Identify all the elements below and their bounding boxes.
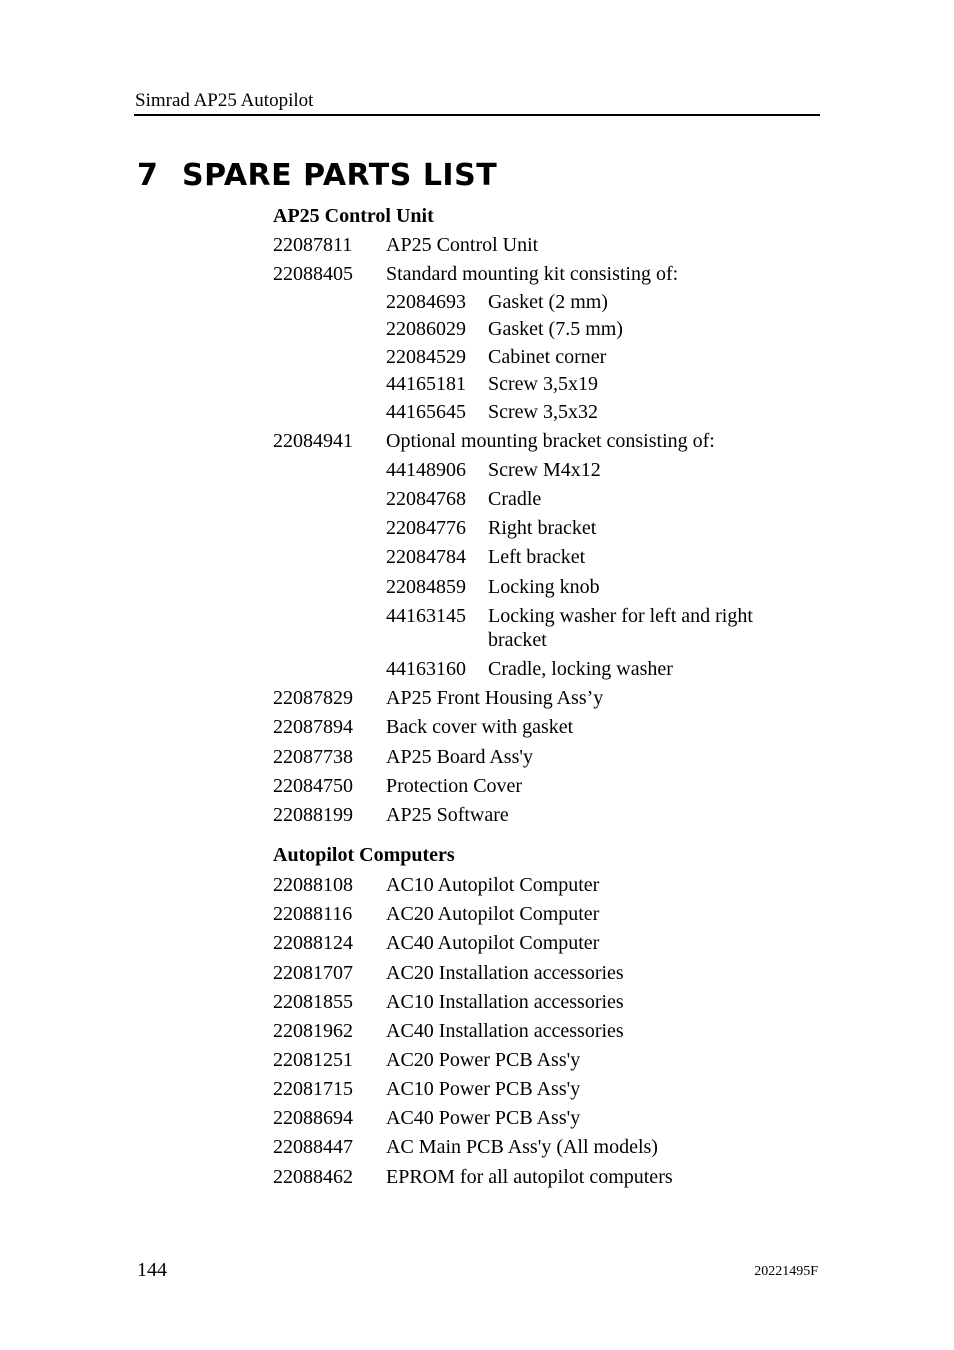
subpart-code: 22084768	[386, 488, 466, 510]
part-code: 22088405	[273, 263, 353, 285]
part-code: 22087738	[273, 746, 353, 768]
subpart-code: 44163160	[386, 658, 466, 680]
part-code: 22088108	[273, 874, 353, 896]
part-description: AC20 Installation accessories	[386, 962, 624, 984]
chapter-number: 7	[137, 158, 159, 193]
part-description: AC40 Autopilot Computer	[386, 932, 600, 954]
part-description: AC40 Installation accessories	[386, 1020, 624, 1042]
part-code: 22081962	[273, 1020, 353, 1042]
part-code: 22084941	[273, 430, 353, 452]
part-description: AP25 Software	[386, 804, 509, 826]
part-description: EPROM for all autopilot computers	[386, 1166, 673, 1188]
part-description: AC10 Installation accessories	[386, 991, 624, 1013]
part-code: 22088462	[273, 1166, 353, 1188]
part-code: 22081707	[273, 962, 353, 984]
section-heading-computers: Autopilot Computers	[273, 844, 455, 866]
part-description: Optional mounting bracket consisting of:	[386, 430, 715, 452]
part-description: AC40 Power PCB Ass'y	[386, 1107, 581, 1129]
part-description: AP25 Board Ass'y	[386, 746, 533, 768]
part-description: Protection Cover	[386, 775, 523, 797]
subpart-code: 22084693	[386, 291, 466, 313]
subpart-code: 22086029	[386, 318, 466, 340]
part-code: 22081715	[273, 1078, 353, 1100]
subpart-code: 22084784	[386, 546, 466, 568]
subpart-description: Screw 3,5x32	[488, 401, 598, 423]
part-code: 22087811	[273, 234, 353, 256]
part-code: 22081855	[273, 991, 353, 1013]
subpart-description: Right bracket	[488, 517, 597, 539]
part-code: 22087894	[273, 716, 353, 738]
part-description: Standard mounting kit consisting of:	[386, 263, 679, 285]
subpart-description: Cabinet corner	[488, 346, 607, 368]
subpart-description: Locking washer for left and right bracket	[488, 605, 753, 651]
subpart-code: 44163145	[386, 605, 466, 627]
subpart-code: 22084776	[386, 517, 466, 539]
page-number: 144	[137, 1259, 167, 1281]
subpart-description: Cradle, locking washer	[488, 658, 673, 680]
subpart-code: 22084859	[386, 576, 466, 598]
part-description: AC10 Autopilot Computer	[386, 874, 600, 896]
part-description: AP25 Control Unit	[386, 234, 539, 256]
subpart-description: Cradle	[488, 488, 542, 510]
subpart-code: 44148906	[386, 459, 466, 481]
part-code: 22088116	[273, 903, 353, 925]
part-description: AP25 Front Housing Ass’y	[386, 687, 604, 709]
part-description: AC Main PCB Ass'y (All models)	[386, 1136, 658, 1158]
subpart-description: Gasket (2 mm)	[488, 291, 608, 313]
part-description: AC20 Autopilot Computer	[386, 903, 600, 925]
part-code: 22088124	[273, 932, 353, 954]
part-code: 22088447	[273, 1136, 353, 1158]
subpart-description: Gasket (7.5 mm)	[488, 318, 623, 340]
part-code: 22088694	[273, 1107, 353, 1129]
part-description: AC20 Power PCB Ass'y	[386, 1049, 581, 1071]
subpart-description: Screw M4x12	[488, 459, 601, 481]
header-rule	[134, 114, 820, 116]
part-code: 22081251	[273, 1049, 353, 1071]
chapter-heading	[137, 158, 497, 194]
subpart-description: Locking knob	[488, 576, 600, 598]
part-description: Back cover with gasket	[386, 716, 574, 738]
subpart-code: 22084529	[386, 346, 466, 368]
part-code: 22088199	[273, 804, 353, 826]
subpart-description: Left bracket	[488, 546, 586, 568]
part-code: 22084750	[273, 775, 353, 797]
running-header: Simrad AP25 Autopilot	[135, 90, 314, 111]
subpart-code: 44165181	[386, 373, 466, 395]
subpart-code: 44165645	[386, 401, 466, 423]
chapter-title: SPARE PARTS LIST	[182, 158, 498, 193]
part-code: 22087829	[273, 687, 353, 709]
part-description: AC10 Power PCB Ass'y	[386, 1078, 581, 1100]
section-heading-control-unit: AP25 Control Unit	[273, 205, 434, 227]
subpart-description: Screw 3,5x19	[488, 373, 598, 395]
document-number: 20221495F	[754, 1264, 818, 1279]
